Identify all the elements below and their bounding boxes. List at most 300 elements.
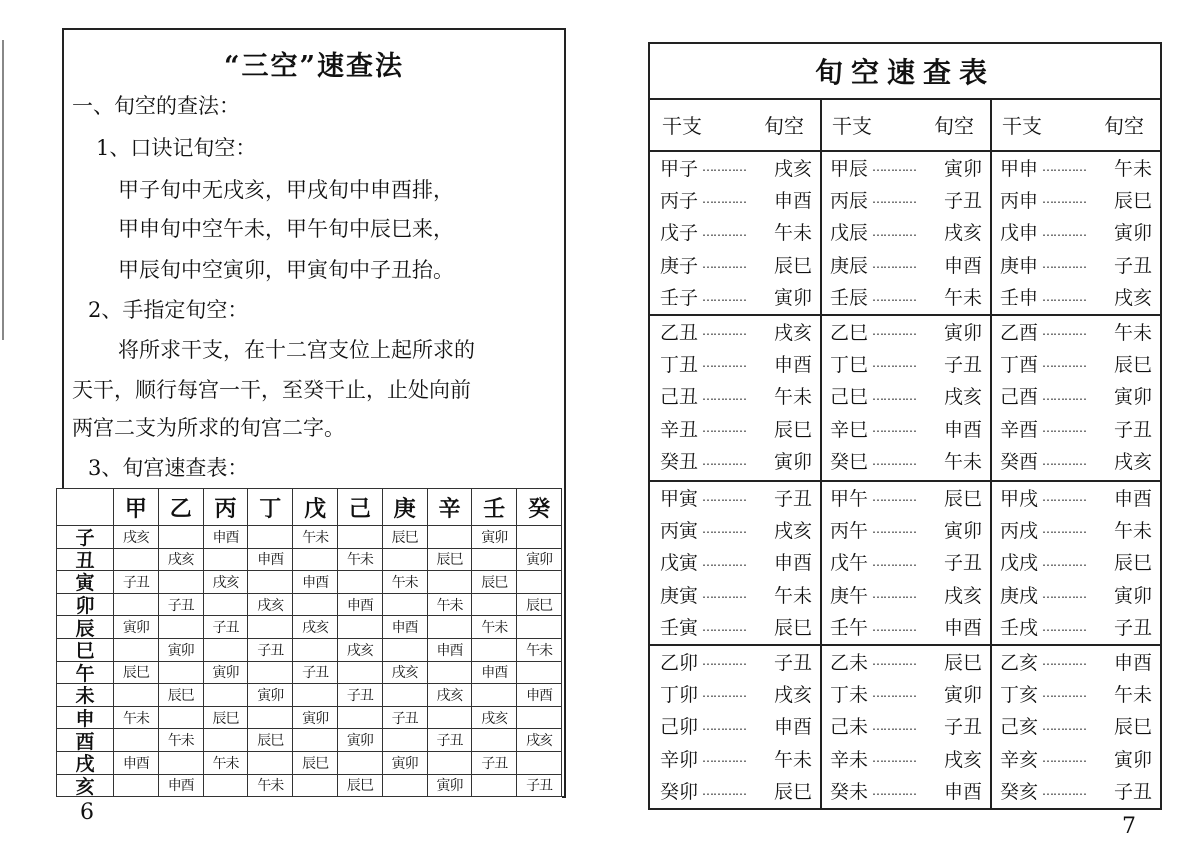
grid-value-cell: 子丑 bbox=[114, 571, 159, 594]
grid-value-cell: 申酉 bbox=[159, 775, 204, 798]
xunkong-value: 午未 bbox=[943, 451, 982, 474]
grid-value-cell bbox=[114, 684, 159, 707]
grid-value-cell bbox=[204, 639, 249, 662]
grid-value-cell bbox=[114, 775, 159, 798]
lookup-entry bbox=[660, 152, 812, 182]
leader-dots: ………… bbox=[702, 587, 746, 602]
leader-dots: ………… bbox=[702, 718, 746, 733]
grid-value-cell: 子丑 bbox=[428, 729, 473, 752]
stem-header-cell: 己 bbox=[338, 488, 383, 526]
branch-header-cell: 申 bbox=[56, 707, 114, 730]
xunkong-value: 申酉 bbox=[943, 254, 982, 277]
grid-value-cell bbox=[248, 526, 293, 549]
grid-value-cell bbox=[383, 594, 428, 617]
grid-value-cell bbox=[293, 684, 338, 707]
ganzhi-value: 丁卯 bbox=[660, 683, 699, 706]
xunkong-value: 申酉 bbox=[943, 781, 982, 804]
ganzhi-value: 丁亥 bbox=[1000, 683, 1039, 706]
xunkong-value: 申酉 bbox=[943, 418, 982, 441]
leader-dots: ………… bbox=[1042, 421, 1086, 436]
xunkong-value: 寅卯 bbox=[1113, 222, 1152, 245]
xunkong-value: 申酉 bbox=[943, 617, 982, 640]
ganzhi-value: 庚戌 bbox=[1000, 584, 1039, 607]
ganzhi-value: 庚辰 bbox=[830, 254, 869, 277]
ganzhi-value: 丁丑 bbox=[660, 353, 699, 376]
column-divider bbox=[820, 98, 822, 808]
ganzhi-value: 乙亥 bbox=[1000, 651, 1039, 674]
xunkong-value: 寅卯 bbox=[1113, 386, 1152, 409]
grid-value-cell bbox=[472, 775, 517, 798]
xunkong-value: 戌亥 bbox=[1113, 287, 1152, 310]
xunkong-value: 午未 bbox=[773, 584, 812, 607]
ganzhi-value: 辛卯 bbox=[660, 748, 699, 771]
leader-dots: ………… bbox=[872, 751, 916, 766]
leader-dots: ………… bbox=[872, 490, 916, 504]
grid-value-cell bbox=[517, 707, 562, 730]
ganzhi-value: 乙酉 bbox=[1000, 321, 1039, 344]
grid-value-cell bbox=[472, 639, 517, 662]
column-header-row bbox=[650, 98, 1160, 152]
lookup-entry bbox=[830, 282, 982, 312]
grid-value-cell bbox=[114, 639, 159, 662]
grid-value-cell bbox=[248, 571, 293, 594]
grid-value-cell bbox=[517, 616, 562, 639]
grid-value-cell: 辰巳 bbox=[204, 707, 249, 730]
xunkong-value: 午未 bbox=[943, 287, 982, 310]
left-page-title: “三空”速查法 bbox=[223, 51, 405, 82]
leader-dots: ………… bbox=[872, 587, 916, 602]
grid-value-cell: 申酉 bbox=[383, 616, 428, 639]
xunkong-value: 辰巳 bbox=[773, 781, 812, 804]
leader-dots: ………… bbox=[1042, 522, 1086, 537]
grid-value-cell bbox=[159, 571, 204, 594]
grid-value-cell: 子丑 bbox=[159, 594, 204, 617]
grid-value-cell bbox=[517, 752, 562, 775]
ganzhi-header: 干支 bbox=[832, 113, 872, 138]
grid-value-cell: 戌亥 bbox=[383, 662, 428, 685]
ganzhi-value: 庚子 bbox=[660, 254, 699, 277]
leader-dots: ………… bbox=[702, 289, 746, 304]
lookup-entry bbox=[830, 612, 982, 642]
grid-value-cell bbox=[204, 549, 249, 572]
stem-header-cell: 乙 bbox=[159, 488, 204, 526]
ganzhi-value: 己酉 bbox=[1000, 386, 1039, 409]
leader-dots: ………… bbox=[702, 654, 746, 668]
grid-value-cell: 寅卯 bbox=[517, 549, 562, 572]
grid-value-cell bbox=[248, 707, 293, 730]
ganzhi-value: 丁巳 bbox=[830, 353, 869, 376]
branch-header-cell: 巳 bbox=[56, 639, 114, 662]
leader-dots: ………… bbox=[1042, 324, 1086, 338]
ganzhi-value: 癸酉 bbox=[1000, 451, 1039, 474]
lookup-entry bbox=[1000, 413, 1152, 443]
branch-header-cell: 酉 bbox=[56, 729, 114, 752]
grid-value-cell bbox=[517, 662, 562, 685]
grid-value-cell: 寅卯 bbox=[383, 752, 428, 775]
lookup-entry bbox=[660, 184, 812, 214]
leader-dots: ………… bbox=[1042, 453, 1086, 468]
lookup-entry bbox=[660, 579, 812, 609]
lookup-entry bbox=[1000, 282, 1152, 312]
xunkong-value: 子丑 bbox=[943, 716, 982, 739]
grid-value-cell bbox=[428, 526, 473, 549]
leader-dots: ………… bbox=[872, 654, 916, 668]
ganzhi-value: 辛巳 bbox=[830, 418, 869, 441]
stem-header-cell: 丁 bbox=[248, 488, 293, 526]
leader-dots: ………… bbox=[872, 783, 916, 798]
right-page-title: 旬空速查表 bbox=[650, 44, 1160, 100]
leader-dots: ………… bbox=[872, 554, 916, 569]
lookup-entry bbox=[830, 711, 982, 741]
xunkong-header: 旬空 bbox=[764, 113, 804, 138]
ganzhi-value: 己亥 bbox=[1000, 716, 1039, 739]
leader-dots: ………… bbox=[872, 421, 916, 436]
lookup-entry bbox=[830, 678, 982, 708]
stem-header-cell: 庚 bbox=[383, 488, 428, 526]
grid-value-cell: 寅卯 bbox=[428, 775, 473, 798]
leader-dots: ………… bbox=[702, 324, 746, 338]
xunkong-value: 午未 bbox=[1113, 157, 1152, 180]
lookup-entry bbox=[830, 446, 982, 476]
xunkong-value: 子丑 bbox=[773, 487, 812, 510]
ganzhi-value: 戊寅 bbox=[660, 552, 699, 575]
xunkong-value: 子丑 bbox=[1113, 254, 1152, 277]
xunkong-value: 戌亥 bbox=[943, 584, 982, 607]
grid-value-cell bbox=[517, 571, 562, 594]
lookup-entry bbox=[1000, 381, 1152, 411]
xunkong-value: 申酉 bbox=[773, 552, 812, 575]
grid-value-cell bbox=[248, 616, 293, 639]
lookup-entry bbox=[1000, 348, 1152, 378]
grid-value-cell: 戌亥 bbox=[204, 571, 249, 594]
lookup-entry bbox=[1000, 249, 1152, 279]
right-content-box bbox=[648, 42, 1162, 810]
ganzhi-value: 戊戌 bbox=[1000, 552, 1039, 575]
leader-dots: ………… bbox=[702, 453, 746, 468]
leader-dots: ………… bbox=[1042, 257, 1086, 272]
leader-dots: ………… bbox=[702, 192, 746, 207]
ganzhi-value: 甲申 bbox=[1000, 157, 1039, 180]
lookup-entry bbox=[660, 612, 812, 642]
lookup-entry bbox=[1000, 711, 1152, 741]
lookup-entry bbox=[1000, 482, 1152, 512]
ganzhi-value: 壬申 bbox=[1000, 287, 1039, 310]
xunkong-value: 戌亥 bbox=[773, 519, 812, 542]
lookup-entry bbox=[1000, 579, 1152, 609]
xunkong-value: 寅卯 bbox=[943, 321, 982, 344]
grid-value-cell bbox=[293, 549, 338, 572]
lookup-entry bbox=[660, 776, 812, 806]
lookup-entry bbox=[830, 482, 982, 512]
stem-header-cell: 壬 bbox=[472, 488, 517, 526]
grid-value-cell bbox=[204, 775, 249, 798]
lookup-entry bbox=[1000, 514, 1152, 544]
grid-value-cell bbox=[383, 729, 428, 752]
grid-value-cell: 申酉 bbox=[204, 526, 249, 549]
branch-header-cell: 亥 bbox=[56, 775, 114, 798]
ganzhi-value: 己卯 bbox=[660, 716, 699, 739]
grid-value-cell bbox=[204, 684, 249, 707]
lookup-entry bbox=[1000, 316, 1152, 346]
grid-value-cell: 辰巳 bbox=[248, 729, 293, 752]
leader-dots: ………… bbox=[1042, 587, 1086, 602]
lookup-entry bbox=[830, 184, 982, 214]
grid-value-cell: 子丑 bbox=[517, 775, 562, 798]
lookup-entry bbox=[830, 743, 982, 773]
leader-dots: ………… bbox=[872, 356, 916, 371]
grid-value-cell: 子丑 bbox=[248, 639, 293, 662]
right-page bbox=[600, 0, 1192, 859]
leader-dots: ………… bbox=[872, 257, 916, 272]
ganzhi-value: 庚午 bbox=[830, 584, 869, 607]
xunkong-value: 辰巳 bbox=[1113, 716, 1152, 739]
lookup-entry bbox=[660, 678, 812, 708]
leader-dots: ………… bbox=[872, 388, 916, 403]
grid-value-cell bbox=[428, 752, 473, 775]
ganzhi-value: 壬寅 bbox=[660, 617, 699, 640]
xunkong-header: 旬空 bbox=[1104, 113, 1144, 138]
section-heading: 一、旬空的查法： bbox=[72, 94, 240, 118]
grid-value-cell: 申酉 bbox=[338, 594, 383, 617]
leader-dots: ………… bbox=[1042, 490, 1086, 504]
leader-dots: ………… bbox=[702, 160, 746, 174]
xunkong-value: 戌亥 bbox=[943, 386, 982, 409]
xunkong-value: 子丑 bbox=[943, 552, 982, 575]
leader-dots: ………… bbox=[702, 554, 746, 569]
ganzhi-value: 壬午 bbox=[830, 617, 869, 640]
grid-corner-cell bbox=[56, 488, 114, 526]
lookup-entry bbox=[660, 446, 812, 476]
xunkong-value: 寅卯 bbox=[773, 451, 812, 474]
ganzhi-value: 己巳 bbox=[830, 386, 869, 409]
lookup-entry bbox=[830, 249, 982, 279]
grid-value-cell: 辰巳 bbox=[293, 752, 338, 775]
xunkong-value: 寅卯 bbox=[1113, 748, 1152, 771]
grid-value-cell bbox=[114, 549, 159, 572]
grid-value-cell: 寅卯 bbox=[159, 639, 204, 662]
grid-value-cell: 戌亥 bbox=[114, 526, 159, 549]
ganzhi-value: 丙戌 bbox=[1000, 519, 1039, 542]
lookup-entry bbox=[660, 547, 812, 577]
ganzhi-value: 壬戌 bbox=[1000, 617, 1039, 640]
leader-dots: ………… bbox=[1042, 356, 1086, 371]
ganzhi-value: 丙子 bbox=[660, 189, 699, 212]
leader-dots: ………… bbox=[1042, 388, 1086, 403]
grid-value-cell: 戌亥 bbox=[293, 616, 338, 639]
lookup-entry bbox=[660, 348, 812, 378]
grid-value-cell: 申酉 bbox=[517, 684, 562, 707]
xunkong-value: 子丑 bbox=[773, 651, 812, 674]
lookup-entry bbox=[830, 316, 982, 346]
leader-dots: ………… bbox=[702, 686, 746, 701]
grid-value-cell: 午未 bbox=[114, 707, 159, 730]
page-number: 7 bbox=[1122, 814, 1136, 839]
xunkong-value: 辰巳 bbox=[773, 418, 812, 441]
ganzhi-value: 庚寅 bbox=[660, 584, 699, 607]
leader-dots: ………… bbox=[702, 490, 746, 504]
xunkong-value: 戌亥 bbox=[773, 157, 812, 180]
ganzhi-value: 丙辰 bbox=[830, 189, 869, 212]
grid-value-cell bbox=[114, 594, 159, 617]
xunkong-value: 申酉 bbox=[773, 716, 812, 739]
branch-header-cell: 子 bbox=[56, 526, 114, 549]
ganzhi-value: 己未 bbox=[830, 716, 869, 739]
xungong-lookup-grid bbox=[56, 488, 562, 798]
ganzhi-value: 乙丑 bbox=[660, 321, 699, 344]
ganzhi-value: 甲戌 bbox=[1000, 487, 1039, 510]
lookup-entry bbox=[1000, 446, 1152, 476]
grid-value-cell bbox=[159, 616, 204, 639]
lookup-entry bbox=[830, 547, 982, 577]
grid-value-cell bbox=[472, 549, 517, 572]
grid-value-cell bbox=[338, 707, 383, 730]
stem-header-cell: 丙 bbox=[204, 488, 249, 526]
lookup-entry bbox=[660, 743, 812, 773]
xunkong-value: 辰巳 bbox=[773, 617, 812, 640]
grid-value-cell bbox=[428, 662, 473, 685]
xunkong-value: 子丑 bbox=[1113, 418, 1152, 441]
ganzhi-value: 乙巳 bbox=[830, 321, 869, 344]
ganzhi-value: 戊午 bbox=[830, 552, 869, 575]
leader-dots: ………… bbox=[1042, 619, 1086, 634]
grid-value-cell: 寅卯 bbox=[248, 684, 293, 707]
lookup-entry bbox=[1000, 152, 1152, 182]
grid-value-cell: 午未 bbox=[428, 594, 473, 617]
lookup-entry bbox=[1000, 184, 1152, 214]
grid-value-cell bbox=[472, 594, 517, 617]
xunkong-value: 戌亥 bbox=[773, 683, 812, 706]
grid-value-cell: 戌亥 bbox=[159, 549, 204, 572]
xunkong-value: 午未 bbox=[1113, 321, 1152, 344]
leader-dots: ………… bbox=[872, 192, 916, 207]
paragraph-line: 两宫二支为所求的旬宫二字。 bbox=[72, 416, 345, 440]
lookup-entry bbox=[830, 646, 982, 676]
grid-value-cell: 子丑 bbox=[204, 616, 249, 639]
ganzhi-value: 壬辰 bbox=[830, 287, 869, 310]
xunkong-header: 旬空 bbox=[934, 113, 974, 138]
grid-value-cell: 午未 bbox=[293, 526, 338, 549]
grid-value-cell: 午未 bbox=[383, 571, 428, 594]
lookup-entry bbox=[830, 514, 982, 544]
grid-value-cell: 子丑 bbox=[383, 707, 428, 730]
lookup-entry bbox=[660, 282, 812, 312]
xunkong-value: 子丑 bbox=[943, 353, 982, 376]
lookup-entry bbox=[660, 249, 812, 279]
lookup-entry bbox=[830, 413, 982, 443]
ganzhi-value: 丙午 bbox=[830, 519, 869, 542]
leader-dots: ………… bbox=[1042, 751, 1086, 766]
grid-value-cell bbox=[338, 752, 383, 775]
ganzhi-value: 辛亥 bbox=[1000, 748, 1039, 771]
xunkong-value: 辰巳 bbox=[1113, 189, 1152, 212]
ganzhi-value: 甲寅 bbox=[660, 487, 699, 510]
grid-value-cell bbox=[159, 526, 204, 549]
xunkong-value: 午未 bbox=[773, 222, 812, 245]
grid-value-cell bbox=[293, 729, 338, 752]
xunkong-value: 午未 bbox=[773, 386, 812, 409]
branch-header-cell: 午 bbox=[56, 662, 114, 685]
paragraph-line: 将所求干支，在十二宫支位上起所求的 bbox=[118, 338, 475, 362]
grid-value-cell bbox=[204, 729, 249, 752]
ganzhi-value: 丁酉 bbox=[1000, 353, 1039, 376]
paragraph-line: 天干，顺行每宫一干，至癸干止，止处向前 bbox=[72, 378, 471, 402]
ganzhi-value: 癸亥 bbox=[1000, 781, 1039, 804]
grid-value-cell: 午未 bbox=[338, 549, 383, 572]
ganzhi-value: 乙卯 bbox=[660, 651, 699, 674]
leader-dots: ………… bbox=[1042, 224, 1086, 239]
leader-dots: ………… bbox=[1042, 686, 1086, 701]
leader-dots: ………… bbox=[872, 686, 916, 701]
ganzhi-value: 丙申 bbox=[1000, 189, 1039, 212]
lookup-entry bbox=[1000, 612, 1152, 642]
grid-value-cell: 午未 bbox=[248, 775, 293, 798]
ganzhi-value: 辛酉 bbox=[1000, 418, 1039, 441]
leader-dots: ………… bbox=[702, 751, 746, 766]
leader-dots: ………… bbox=[1042, 654, 1086, 668]
ganzhi-value: 庚申 bbox=[1000, 254, 1039, 277]
xunkong-value: 辰巳 bbox=[1113, 552, 1152, 575]
lookup-entry bbox=[1000, 217, 1152, 247]
xunkong-value: 子丑 bbox=[943, 189, 982, 212]
column-divider bbox=[990, 98, 992, 808]
grid-value-cell: 辰巳 bbox=[114, 662, 159, 685]
grid-value-cell: 午未 bbox=[517, 639, 562, 662]
xunkong-value: 午未 bbox=[1113, 683, 1152, 706]
grid-value-cell: 辰巳 bbox=[159, 684, 204, 707]
leader-dots: ………… bbox=[1042, 554, 1086, 569]
xunkong-value: 申酉 bbox=[1113, 651, 1152, 674]
grid-value-cell bbox=[338, 616, 383, 639]
leader-dots: ………… bbox=[1042, 160, 1086, 174]
xunkong-value: 辰巳 bbox=[943, 651, 982, 674]
ganzhi-value: 甲子 bbox=[660, 157, 699, 180]
branch-header-cell: 辰 bbox=[56, 616, 114, 639]
ganzhi-value: 辛丑 bbox=[660, 418, 699, 441]
grid-value-cell: 戌亥 bbox=[428, 684, 473, 707]
grid-value-cell bbox=[338, 662, 383, 685]
verse-line: 甲辰旬中空寅卯，甲寅旬中子丑抬。 bbox=[118, 258, 454, 282]
ganzhi-value: 丙寅 bbox=[660, 519, 699, 542]
ganzhi-header: 干支 bbox=[1002, 113, 1042, 138]
grid-value-cell: 辰巳 bbox=[428, 549, 473, 572]
grid-value-cell: 辰巳 bbox=[517, 594, 562, 617]
leader-dots: ………… bbox=[702, 224, 746, 239]
grid-value-cell: 寅卯 bbox=[114, 616, 159, 639]
xunkong-value: 寅卯 bbox=[943, 683, 982, 706]
branch-header-cell: 寅 bbox=[56, 571, 114, 594]
grid-value-cell bbox=[472, 729, 517, 752]
grid-value-cell: 寅卯 bbox=[204, 662, 249, 685]
leader-dots: ………… bbox=[702, 783, 746, 798]
leader-dots: ………… bbox=[702, 356, 746, 371]
stem-header-cell: 戊 bbox=[293, 488, 338, 526]
grid-value-cell bbox=[383, 684, 428, 707]
lookup-entry bbox=[830, 776, 982, 806]
grid-value-cell: 申酉 bbox=[114, 752, 159, 775]
leader-dots: ………… bbox=[1042, 718, 1086, 733]
lookup-entry bbox=[830, 152, 982, 182]
xunkong-value: 戌亥 bbox=[773, 321, 812, 344]
grid-value-cell bbox=[338, 526, 383, 549]
lookup-entry bbox=[660, 316, 812, 346]
ganzhi-value: 甲午 bbox=[830, 487, 869, 510]
lookup-entry bbox=[1000, 678, 1152, 708]
leader-dots: ………… bbox=[702, 388, 746, 403]
grid-value-cell bbox=[517, 526, 562, 549]
leader-dots: ………… bbox=[872, 718, 916, 733]
ganzhi-value: 乙未 bbox=[830, 651, 869, 674]
grid-value-cell bbox=[248, 662, 293, 685]
